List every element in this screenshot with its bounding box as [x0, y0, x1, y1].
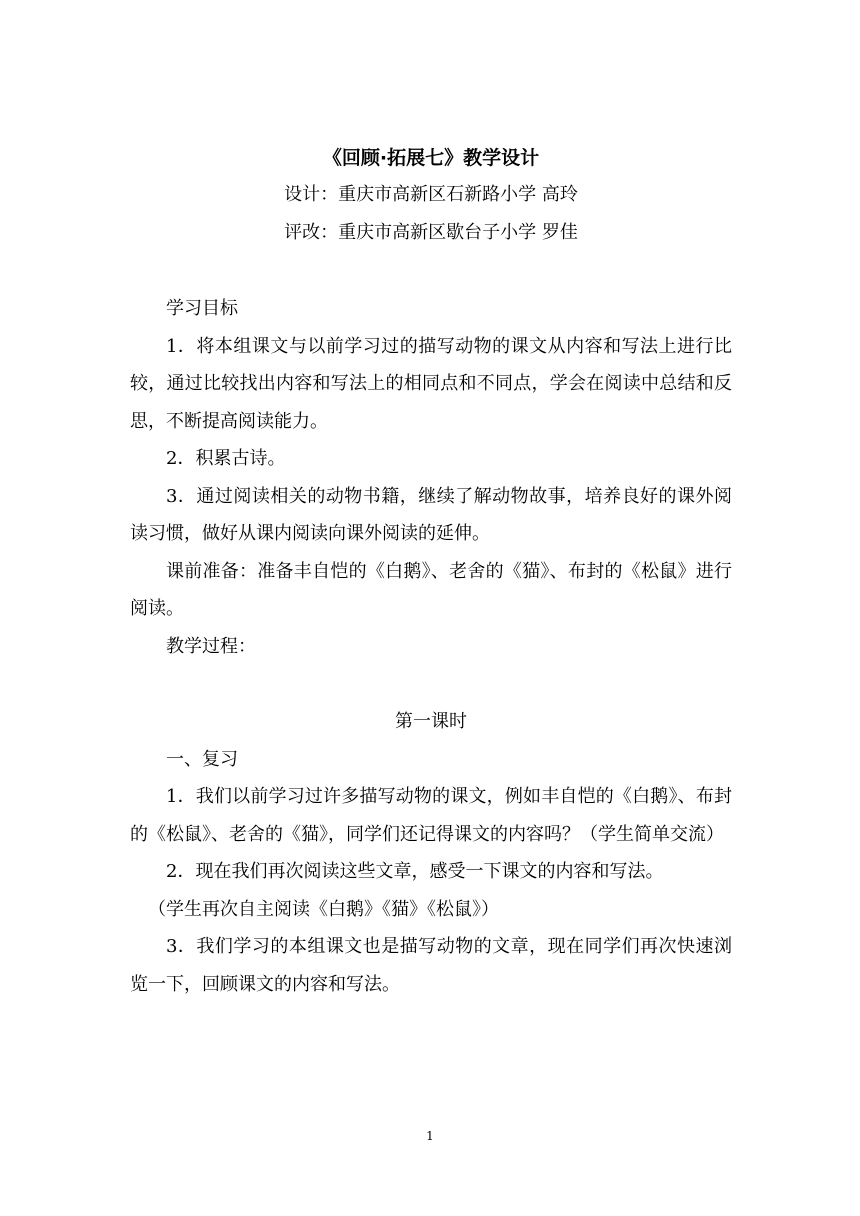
process-heading: 教学过程：: [166, 635, 256, 657]
designer-line: 设计：重庆市高新区石新路小学 高玲: [284, 184, 578, 205]
objective-item-2: 2．积累古诗。: [166, 448, 286, 469]
objectives-heading: 学习目标: [166, 298, 238, 319]
step-item-2-note: （学生再次自主阅读《白鹅》《猫》《松鼠》）: [148, 898, 499, 920]
preparation-paragraph: 课前准备：准备丰自恺的《白鹅》、老舍的《猫》、布封的《松鼠》进行阅读。: [130, 560, 732, 619]
step-item-1: 1．我们以前学习过许多描写动物的课文，例如丰自恺的《白鹅》、布封的《松鼠》、老舍的《猫》，同学们还记得课文的内容吗？（学生简单交流）: [130, 786, 732, 845]
objective-item-1: 1．将本组课文与以前学习过的描写动物的课文从内容和写法上进行比较，通过比较找出内容和写法上的相同点和不同点，学会在阅读中总结和反思，不断提高阅读能力。: [130, 335, 732, 432]
spacer: [130, 665, 732, 703]
objective-item-3: 3．通过阅读相关的动物书籍，继续了解动物故事，培养良好的课外阅读习惯，做好从课内阅读向课外阅读的延伸。: [130, 485, 732, 544]
section-heading-review: 一、复习: [166, 748, 238, 770]
document-body: [130, 140, 732, 1003]
document-title: 《回顾·拓展七》教学设计: [322, 147, 540, 169]
page-number: 1: [426, 1129, 434, 1143]
lesson-heading: 第一课时: [395, 711, 467, 732]
step-item-2: 2．现在我们再次阅读这些文章，感受一下课文的内容和写法。: [166, 861, 664, 882]
reviewer-line: 评改：重庆市高新区歇台子小学 罗佳: [284, 222, 578, 243]
spacer: [130, 252, 732, 290]
step-item-3: 3．我们学习的本组课文也是描写动物的文章，现在同学们再次快速浏览一下，回顾课文的内容和写法。: [130, 936, 732, 995]
